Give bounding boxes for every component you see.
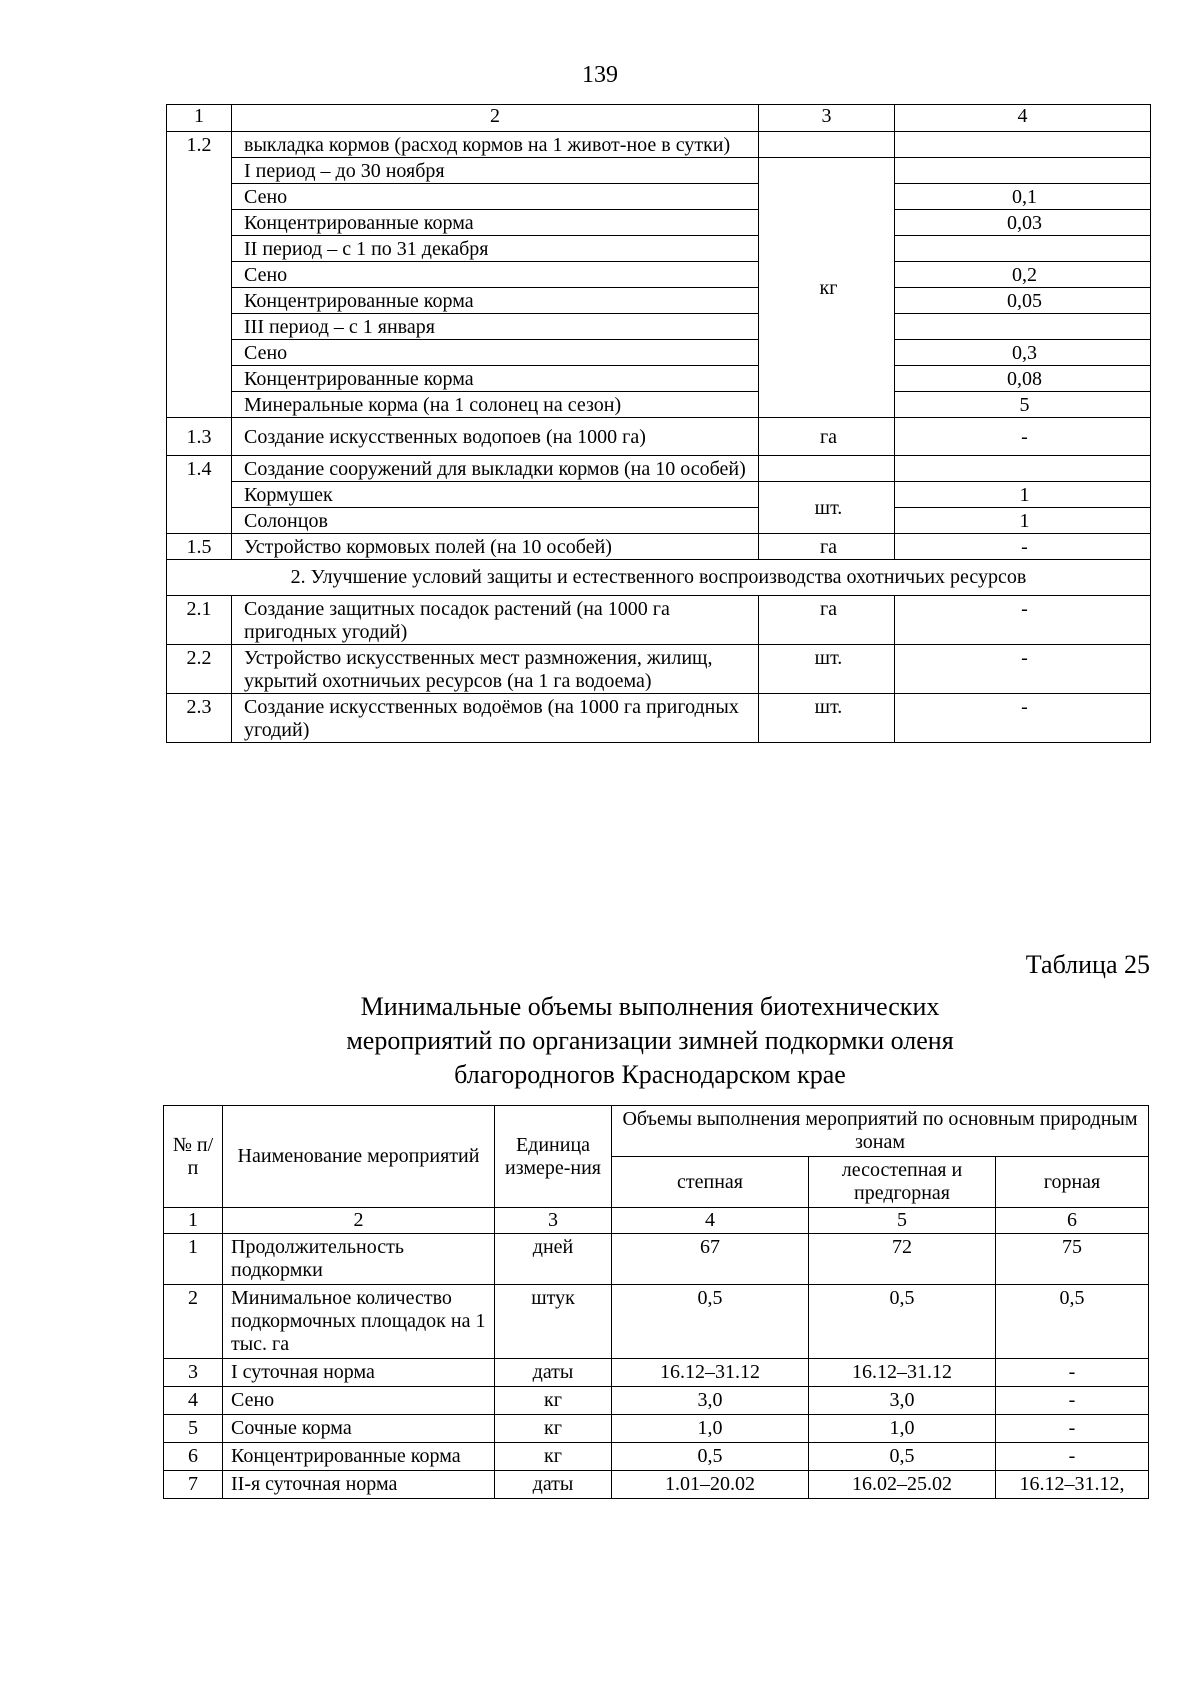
row-forest: 0,5 bbox=[809, 1443, 996, 1471]
col-number-cell: 5 bbox=[809, 1208, 996, 1234]
row-text: Кормушек bbox=[232, 482, 759, 508]
row-steppe: 1.01–20.02 bbox=[612, 1471, 809, 1499]
table-title bbox=[200, 990, 1100, 1091]
row-number: 1 bbox=[164, 1234, 223, 1285]
row-unit: кг bbox=[495, 1387, 612, 1415]
value-cell bbox=[895, 456, 1151, 482]
row-unit: кг bbox=[495, 1415, 612, 1443]
row-number: 5 bbox=[164, 1415, 223, 1443]
title-line: Минимальные объемы выполнения биотехнических bbox=[360, 992, 940, 1021]
header-row bbox=[164, 1106, 1149, 1157]
row-mountain: - bbox=[996, 1415, 1149, 1443]
row-text: Создание искусственных водопоев (на 1000 га) bbox=[232, 418, 759, 456]
table-row bbox=[167, 210, 1151, 236]
table-row bbox=[164, 1359, 1149, 1387]
col-number-cell: 2 bbox=[232, 105, 759, 132]
unit-cell bbox=[759, 456, 895, 482]
header-mountain: горная bbox=[996, 1157, 1149, 1208]
table-row bbox=[164, 1234, 1149, 1285]
row-text: Сено bbox=[232, 340, 759, 366]
row-forest: 16.02–25.02 bbox=[809, 1471, 996, 1499]
table-row bbox=[167, 262, 1151, 288]
column-number-row bbox=[167, 105, 1151, 132]
table-row bbox=[167, 694, 1151, 743]
row-number: 1.3 bbox=[167, 418, 232, 456]
col-number-cell: 1 bbox=[167, 105, 232, 132]
row-name: Минимальное количество подкормочных площадок на 1 тыс. га bbox=[223, 1285, 495, 1359]
row-name: Концентрированные корма bbox=[223, 1443, 495, 1471]
row-unit: даты bbox=[495, 1359, 612, 1387]
row-mountain: 16.12–31.12, bbox=[996, 1471, 1149, 1499]
value-cell: 0,2 bbox=[895, 262, 1151, 288]
row-number: 4 bbox=[164, 1387, 223, 1415]
row-number: 3 bbox=[164, 1359, 223, 1387]
row-text: Солонцов bbox=[232, 508, 759, 534]
header-volumes: Объемы выполнения мероприятий по основным природным зонам bbox=[612, 1106, 1149, 1157]
value-cell: - bbox=[895, 645, 1151, 694]
row-number: 1.4 bbox=[167, 456, 232, 534]
row-steppe: 16.12–31.12 bbox=[612, 1359, 809, 1387]
table-row bbox=[164, 1285, 1149, 1359]
unit-cell: шт. bbox=[759, 694, 895, 743]
row-mountain: - bbox=[996, 1359, 1149, 1387]
row-text: III период – с 1 января bbox=[232, 314, 759, 340]
row-mountain: 75 bbox=[996, 1234, 1149, 1285]
section-row bbox=[167, 560, 1151, 596]
row-name: I суточная норма bbox=[223, 1359, 495, 1387]
col-number-cell: 6 bbox=[996, 1208, 1149, 1234]
row-forest: 16.12–31.12 bbox=[809, 1359, 996, 1387]
table-row bbox=[167, 366, 1151, 392]
table-row bbox=[167, 418, 1151, 456]
table-row bbox=[164, 1387, 1149, 1415]
table-row bbox=[167, 288, 1151, 314]
value-cell: - bbox=[895, 596, 1151, 645]
value-cell: 0,08 bbox=[895, 366, 1151, 392]
row-number: 7 bbox=[164, 1471, 223, 1499]
col-number-cell: 4 bbox=[612, 1208, 809, 1234]
title-line: благородногов Краснодарском крае bbox=[454, 1059, 846, 1089]
header-name: Наименование мероприятий bbox=[223, 1106, 495, 1208]
row-steppe: 67 bbox=[612, 1234, 809, 1285]
row-name: Сено bbox=[223, 1387, 495, 1415]
row-number: 2.1 bbox=[167, 596, 232, 645]
section-heading: 2. Улучшение условий защиты и естественного воспроизводства охотничьих ресурсов bbox=[167, 560, 1151, 596]
row-number: 6 bbox=[164, 1443, 223, 1471]
row-text: Концентрированные корма bbox=[232, 366, 759, 392]
row-forest: 1,0 bbox=[809, 1415, 996, 1443]
value-cell: 0,05 bbox=[895, 288, 1151, 314]
table-row bbox=[164, 1443, 1149, 1471]
table-row bbox=[167, 456, 1151, 482]
header-num: № п/п bbox=[164, 1106, 223, 1208]
header-forest-steppe: лесостепная и предгорная bbox=[809, 1157, 996, 1208]
row-text: Создание сооружений для выкладки кормов (на 10 особей) bbox=[232, 456, 759, 482]
unit-cell bbox=[759, 132, 895, 158]
row-text: Концентрированные корма bbox=[232, 288, 759, 314]
table-row bbox=[167, 158, 1151, 184]
row-text: II период – с 1 по 31 декабря bbox=[232, 236, 759, 262]
table-row bbox=[167, 508, 1151, 534]
row-number: 1.5 bbox=[167, 534, 232, 560]
row-text: Устройство искусственных мест размножения, жилищ, укрытий охотничьих ресурсов (на 1 га водоема) bbox=[232, 645, 759, 694]
table-row bbox=[167, 645, 1151, 694]
unit-cell: шт. bbox=[759, 645, 895, 694]
table-row bbox=[167, 132, 1151, 158]
row-unit: дней bbox=[495, 1234, 612, 1285]
col-number-cell: 4 bbox=[895, 105, 1151, 132]
row-steppe: 3,0 bbox=[612, 1387, 809, 1415]
unit-cell: шт. bbox=[759, 482, 895, 534]
table-caption: Таблица 25 bbox=[1025, 950, 1150, 979]
table-row bbox=[167, 184, 1151, 210]
row-unit: кг bbox=[495, 1443, 612, 1471]
row-number: 2.3 bbox=[167, 694, 232, 743]
value-cell: 1 bbox=[895, 508, 1151, 534]
col-number-cell: 3 bbox=[495, 1208, 612, 1234]
value-cell bbox=[895, 314, 1151, 340]
row-text: Создание искусственных водоёмов (на 1000 га пригодных угодий) bbox=[232, 694, 759, 743]
row-text: Устройство кормовых полей (на 10 особей) bbox=[232, 534, 759, 560]
value-cell: - bbox=[895, 418, 1151, 456]
row-mountain: 0,5 bbox=[996, 1285, 1149, 1359]
winter-feeding-table bbox=[163, 1105, 1149, 1499]
row-text: Концентрированные корма bbox=[232, 210, 759, 236]
row-unit: штук bbox=[495, 1285, 612, 1359]
col-number-cell: 3 bbox=[759, 105, 895, 132]
page-number: 139 bbox=[582, 62, 618, 88]
row-text: Создание защитных посадок растений (на 1000 га пригодных угодий) bbox=[232, 596, 759, 645]
table-row bbox=[167, 340, 1151, 366]
row-name: Продолжительность подкормки bbox=[223, 1234, 495, 1285]
table-row bbox=[167, 534, 1151, 560]
row-mountain: - bbox=[996, 1443, 1149, 1471]
col-number-cell: 1 bbox=[164, 1208, 223, 1234]
row-text: Минеральные корма (на 1 солонец на сезон) bbox=[232, 392, 759, 418]
row-forest: 3,0 bbox=[809, 1387, 996, 1415]
row-forest: 72 bbox=[809, 1234, 996, 1285]
header-unit: Единица измере-ния bbox=[495, 1106, 612, 1208]
value-cell: 0,03 bbox=[895, 210, 1151, 236]
value-cell bbox=[895, 158, 1151, 184]
table-row bbox=[164, 1471, 1149, 1499]
unit-cell: га bbox=[759, 418, 895, 456]
table-row bbox=[167, 236, 1151, 262]
row-text: I период – до 30 ноября bbox=[232, 158, 759, 184]
row-steppe: 1,0 bbox=[612, 1415, 809, 1443]
row-name: II-я суточная норма bbox=[223, 1471, 495, 1499]
table-row bbox=[167, 596, 1151, 645]
value-cell: - bbox=[895, 534, 1151, 560]
row-unit: даты bbox=[495, 1471, 612, 1499]
table-row bbox=[164, 1415, 1149, 1443]
col-number-cell: 2 bbox=[223, 1208, 495, 1234]
row-text: Сено bbox=[232, 184, 759, 210]
column-number-row bbox=[164, 1208, 1149, 1234]
row-mountain: - bbox=[996, 1387, 1149, 1415]
header-steppe: степная bbox=[612, 1157, 809, 1208]
value-cell: 5 bbox=[895, 392, 1151, 418]
unit-cell: кг bbox=[759, 158, 895, 418]
row-text: выкладка кормов (расход кормов на 1 живот-ное в сутки) bbox=[232, 132, 759, 158]
row-text: Сено bbox=[232, 262, 759, 288]
table-row bbox=[167, 482, 1151, 508]
row-forest: 0,5 bbox=[809, 1285, 996, 1359]
row-number: 2.2 bbox=[167, 645, 232, 694]
unit-cell: га bbox=[759, 596, 895, 645]
row-number: 2 bbox=[164, 1285, 223, 1359]
row-name: Сочные корма bbox=[223, 1415, 495, 1443]
title-line: мероприятий по организации зимней подкормки оленя bbox=[346, 1025, 954, 1055]
unit-cell: га bbox=[759, 534, 895, 560]
value-cell: 0,3 bbox=[895, 340, 1151, 366]
row-steppe: 0,5 bbox=[612, 1285, 809, 1359]
value-cell bbox=[895, 236, 1151, 262]
biotech-measures-table bbox=[166, 104, 1151, 743]
value-cell: 0,1 bbox=[895, 184, 1151, 210]
row-steppe: 0,5 bbox=[612, 1443, 809, 1471]
value-cell bbox=[895, 132, 1151, 158]
table-row bbox=[167, 392, 1151, 418]
table-row bbox=[167, 314, 1151, 340]
value-cell: 1 bbox=[895, 482, 1151, 508]
value-cell: - bbox=[895, 694, 1151, 743]
row-number: 1.2 bbox=[167, 132, 232, 418]
